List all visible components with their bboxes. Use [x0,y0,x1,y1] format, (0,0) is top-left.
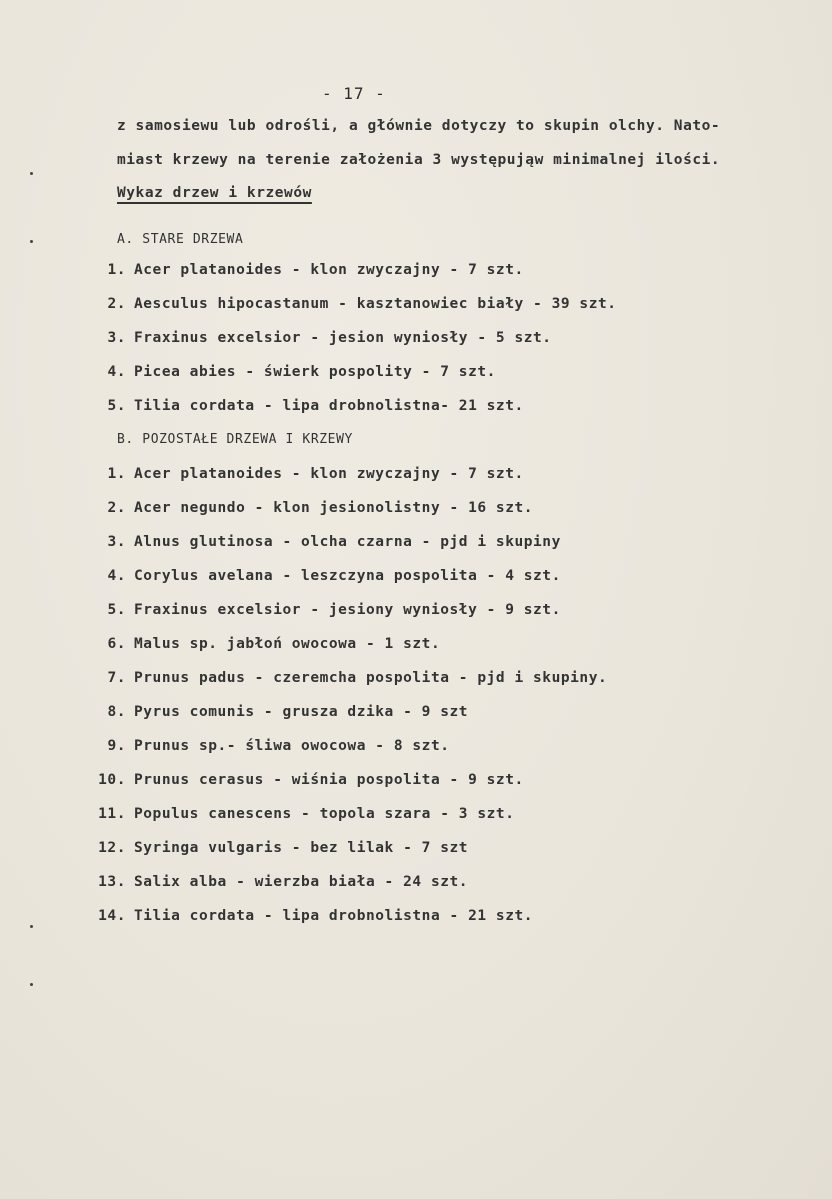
intro-line-2: miast krzewy na terenie założenia 3 występująw minimalnej ilości. [117,152,721,168]
list-item [86,602,561,618]
list-item-number: 4. [107,568,126,584]
list-item-text: Populus canescens - topola szara - 3 szt. [134,806,515,822]
list-title: Wykaz drzew i krzewów [117,185,312,201]
list-item-text: Fraxinus excelsior - jesion wyniosły - 5 szt. [134,330,552,346]
list-item [86,670,607,686]
list-item-number: 14. [98,908,126,924]
list-item [86,840,468,856]
page-number: - 17 - [322,84,386,103]
list-item-number: 3. [107,330,126,346]
list-item-text: Syringa vulgaris - bez lilak - 7 szt [134,840,469,856]
margin-mark [30,172,33,175]
margin-mark [30,983,33,986]
list-item-text: Salix alba - wierzba biała - 24 szt. [134,874,469,890]
list-item-text: Alnus glutinosa - olcha czarna - pjd i skupiny [134,534,561,550]
list-item-text: Prunus cerasus - wiśnia pospolita - 9 szt. [134,772,524,788]
list-item [86,364,496,380]
list-item [86,772,524,788]
list-item [86,704,468,720]
list-item-text: Fraxinus excelsior - jesiony wyniosły - 9 szt. [134,602,561,618]
list-item-number: 4. [107,364,126,380]
list-item-number: 7. [107,670,126,686]
list-item-text: Tilia cordata - lipa drobnolistna - 21 szt. [134,908,534,924]
list-item [86,534,561,550]
intro-line-1: z samosiewu lub odrośli, a głównie dotyczy to skupin olchy. Nato- [117,118,721,134]
list-item [86,262,524,278]
list-item [86,738,450,754]
list-item-number: 5. [107,602,126,618]
list-item-text: Pyrus comunis - grusza dzika - 9 szt [134,704,469,720]
list-item [86,330,552,346]
list-item [86,806,514,822]
list-item-number: 9. [107,738,126,754]
list-item [86,874,468,890]
list-item [86,500,533,516]
list-item [86,908,533,924]
list-item-number: 1. [107,466,126,482]
list-item-number: 10. [98,772,126,788]
list-item-number: 3. [107,534,126,550]
list-item-text: Corylus avelana - leszczyna pospolita - 4 szt. [134,568,561,584]
margin-mark [30,925,33,928]
list-item-number: 13. [98,874,126,890]
list-item-number: 6. [107,636,126,652]
list-item-number: 1. [107,262,126,278]
list-item-text: Prunus sp.- śliwa owocowa - 8 szt. [134,738,450,754]
list-item [86,636,440,652]
list-item [86,568,561,584]
list-item-number: 11. [98,806,126,822]
list-item-text: Acer negundo - klon jesionolistny - 16 szt. [134,500,534,516]
list-item [86,466,524,482]
list-item-text: Picea abies - świerk pospolity - 7 szt. [134,364,496,380]
list-item-text: Acer platanoides - klon zwyczajny - 7 szt. [134,466,524,482]
list-item-number: 2. [107,500,126,516]
list-item-number: 8. [107,704,126,720]
section-b-header: B. POZOSTAŁE DRZEWA I KRZEWY [117,432,353,447]
list-item-text: Malus sp. jabłoń owocowa - 1 szt. [134,636,441,652]
list-item-text: Aesculus hipocastanum - kasztanowiec biały - 39 szt. [134,296,617,312]
list-item-text: Prunus padus - czeremcha pospolita - pjd i skupiny. [134,670,608,686]
list-item-text: Tilia cordata - lipa drobnolistna- 21 szt. [134,398,524,414]
list-item-number: 2. [107,296,126,312]
list-item-number: 5. [107,398,126,414]
list-item-text: Acer platanoides - klon zwyczajny - 7 szt. [134,262,524,278]
margin-mark [30,240,33,243]
list-item-number: 12. [98,840,126,856]
section-a-header: A. STARE DRZEWA [117,232,244,247]
list-item [86,398,524,414]
list-item [86,296,617,312]
